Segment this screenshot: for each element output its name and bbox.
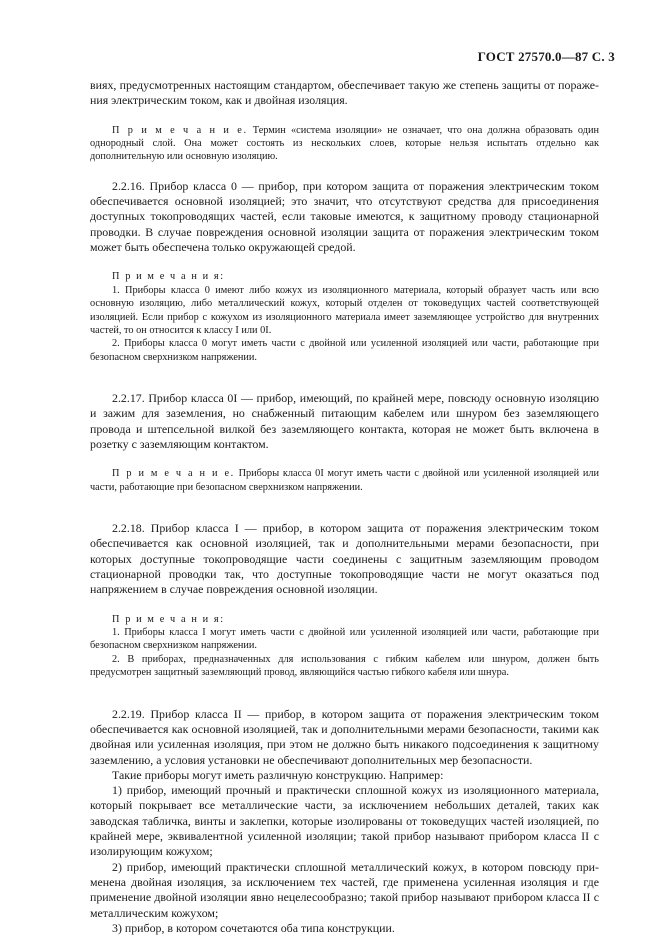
note-item: 1. Приборы класса I могут иметь части с двойной или усиленной изоляцией или части, работающие при безопасном сверхнизком напряжении. xyxy=(90,627,599,652)
note-label: П р и м е ч а н и е. xyxy=(112,124,248,136)
note-item: 1. Приборы класса 0 имеют либо кожух из изоляционного материала, который образует часть или всю основную изоляцию, либо металлический кожух, который отделен от токоведущих частей соответствующей изоляцией. Если прибор с кожухом из изоляционного материала имеет заземляющее устройство для внутренних частей, то он относится к классу I или 0I. xyxy=(90,284,599,336)
clause-2-2-18: 2.2.18. Прибор класса I — прибор, в котором защита от поражения электрическим током обеспечивается как основной изоляцией, так и дополнительными мерами безопасности, при которых доступные токопроводящие части соединены с защитным заземляющим проводом стационарной проводки так, что доступные токопроводящие части не могут оказаться под напряжением в случае повреждения основной изоляции. xyxy=(90,521,599,597)
notes-label: П р и м е ч а н и я: xyxy=(112,271,225,283)
clause-2-2-19: 2.2.19. Прибор класса II — прибор, в котором защита от поражения электрическим током обеспечивается как основной изоляцией, так и дополнительными мерами безопасности, такими как двойная или усиленная изоляция, при этом не должно быть никакого подсоединения к защитному заземлению, а условия установки не обеспечивают дополнительных мер безопасности. xyxy=(90,706,599,767)
list-item: 2) прибор, имеющий практически сплошной металлический кожух, в котором повсюду применена двойная изоляция, за исключением тех частей, где применена усиленная изоляция и где применение двойной изоляции явно нецелесообразно; такой прибор называют прибором класса II с металлическим кожухом; xyxy=(90,859,599,920)
note-insulation-system xyxy=(90,124,599,164)
clause-2-2-17: 2.2.17. Прибор класса 0I — прибор, имеющий, по крайней мере, повсюду основную изоляцию и зажим для заземления, но снабженный питающим кабелем или шнуром без заземляющего провода и штепсельной вилкой без заземляющего контакта, которая не может быть включена в розетку с заземляющим контактом. xyxy=(90,391,599,452)
list-item: 1) прибор, имеющий прочный и практически сплошной кожух из изоляционного материала, который покрывает все металлические части, за исключением небольших деталей, таких как заводская табличка, винты и заклепки, которые изолированы от токоведущих частей изоляцией, по крайней мере, эквивалентной усиленной изоляции; такой прибор называют прибором класса II с изолирующим кожухом; xyxy=(90,783,599,859)
page-header: ГОСТ 27570.0—87 С. 3 xyxy=(477,49,615,64)
clause-2-2-16: 2.2.16. Прибор класса 0 — прибор, при котором защита от поражения электрическим током обеспечивается основной изоляцией; это значит, что отсутствуют средства для присоединения доступных токопроводящих частей, если таковые имеются, к защитному проводу стационарной проводки. В случае повреждения основной изоляции защита от поражения электрическим током может быть обеспечена только окружающей средой. xyxy=(90,178,599,254)
notes-label: П р и м е ч а н и я: xyxy=(112,613,225,625)
note-text: Термин «система изоляции» не означает, что она должна образовать один однородный слой. Она может состоять из нескольких слоев, которые нельзя испытать отдельно как дополнительную или основную изоляцию. xyxy=(90,124,599,163)
note-item: 2. В приборах, предназначенных для использования с гибким кабелем или шнуром, должен быть предусмотрен защитный заземляющий провод, являющийся частью гибкого кабеля или шнура. xyxy=(90,653,599,679)
note-class-0i xyxy=(90,467,599,494)
list-item: 3) прибор, в котором сочетаются оба типа конструкции. xyxy=(112,920,395,935)
note-label: П р и м е ч а н и е. xyxy=(112,468,235,480)
note-text: Приборы класса 0I могут иметь части с двойной или усиленной изоляцией или части, работающие при безопасном сверхнизком напряжении. xyxy=(90,468,599,493)
clause-intro: Такие приборы могут иметь различную конструкцию. Например: xyxy=(112,767,444,782)
page-content xyxy=(90,78,599,936)
note-item: 2. Приборы класса 0 могут иметь части с двойной или усиленной изоляцией или части, работающие при безопасном сверхнизком напряжении. xyxy=(90,338,599,363)
continued-paragraph: виях, предусмотренных настоящим стандартом, обеспечивает такую же степень защиты от поражения электрическим током, как и двойная изоляция. xyxy=(90,78,599,108)
